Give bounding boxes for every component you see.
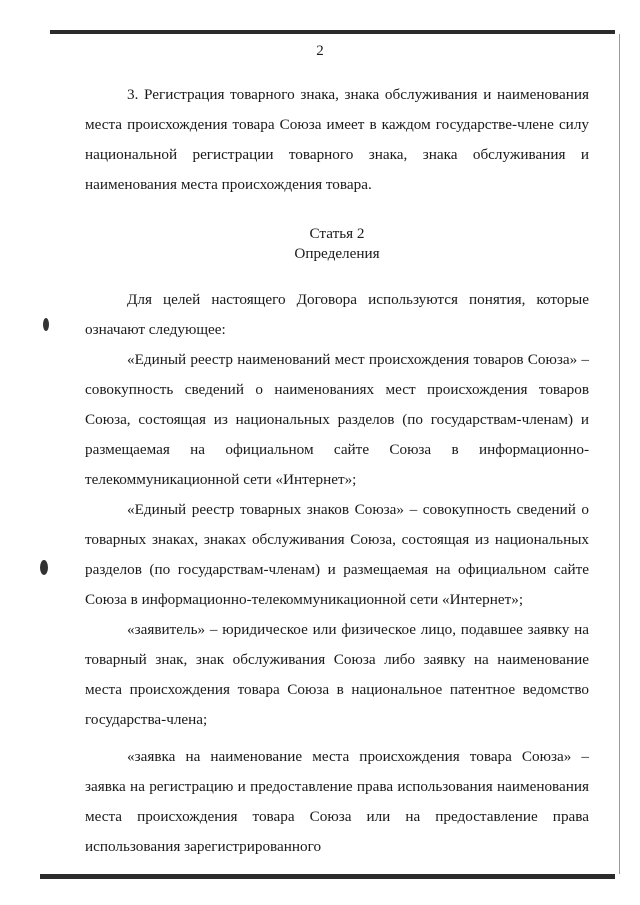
paragraph-3: 3. Регистрация товарного знака, знака обслуживания и наименования места происхождения товара Союза имеет в каждом государстве-члене силу национальной регистрации товарного знака, знака обслуживания и наименования места происхождения товара. — [85, 86, 589, 193]
document-body — [85, 80, 589, 862]
page-number: 2 — [316, 43, 324, 59]
scan-right-edge — [619, 34, 620, 874]
article-number: Статья 2 — [309, 225, 365, 242]
definition-paragraph: «заявитель» – юридическое или физическое лицо, подавшее заявку на товарный знак, знак обслуживания Союза либо заявку на наименование места происхождения товара Союза в национальное патентное ведомство государства-члена; — [85, 621, 589, 728]
definition-paragraph: «заявка на наименование места происхождения товара Союза» – заявка на регистрацию и предоставление права использования наименования места происхождения товара Союза или на предоставление права использования зарегистрированного — [85, 748, 589, 855]
punch-hole-mark — [40, 560, 48, 575]
punch-hole-mark — [43, 318, 49, 331]
intro-paragraph: Для целей настоящего Договора используются понятия, которые означают следующее: — [85, 291, 589, 338]
scan-top-rule — [50, 30, 615, 34]
definition-paragraph: «Единый реестр товарных знаков Союза» – совокупность сведений о товарных знаках, знаках обслуживания Союза, состоящая из национальных разделов (по государствам-членам) и размещаемая на официальном сайте Союза в информационно-телекоммуникационной сети «Интернет»; — [85, 501, 589, 608]
definition-paragraph: «Единый реестр наименований мест происхождения товаров Союза» – совокупность сведений о наименованиях мест происхождения товаров Союза, состоящая из национальных разделов (по государствам-членам) и размещаемая на официальном сайте Союза в информационно-телекоммуникационной сети «Интернет»; — [85, 351, 589, 488]
article-title: Определения — [294, 245, 380, 262]
scan-bottom-rule — [40, 874, 615, 879]
